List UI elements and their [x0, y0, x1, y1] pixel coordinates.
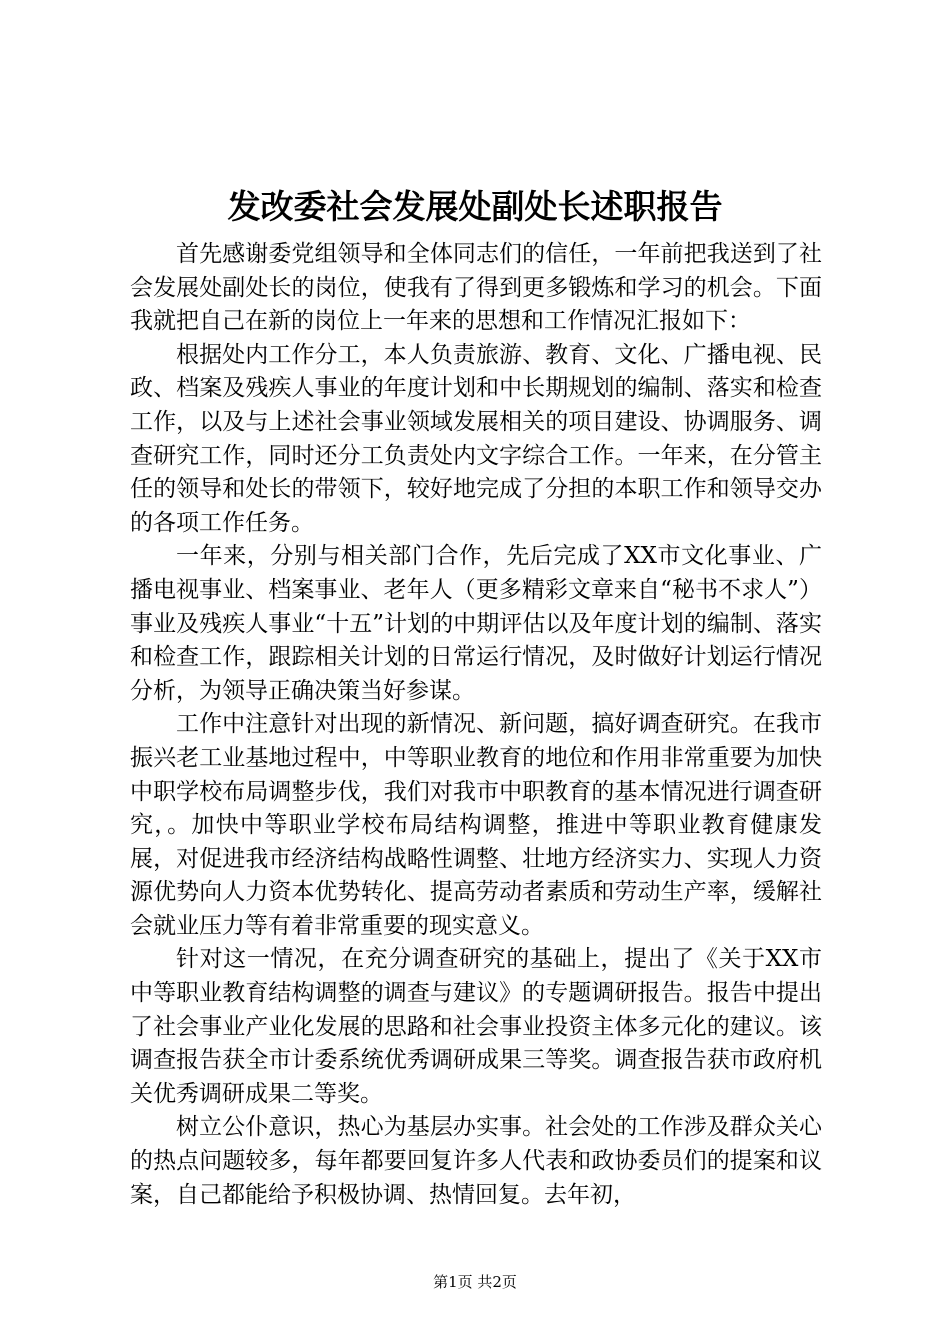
- paragraph-public-service: 树立公仆意识，热心为基层办实事。社会处的工作涉及群众关心的热点问题较多，每年都要回复许多人代表和政协委员们的提案和议案，自己都能给予积极协调、热情回复。去年初，: [130, 1114, 822, 1208]
- document-body: [130, 238, 822, 1212]
- page-number-footer: 第1页 共2页: [433, 1273, 517, 1291]
- paragraph-intro: 首先感谢委党组领导和全体同志们的信任，一年前把我送到了社会发展处副处长的岗位，使我有了得到更多锻炼和学习的机会。下面我就把自己在新的岗位上一年来的思想和工作情况汇报如下：: [130, 241, 822, 335]
- paragraph-report: 针对这一情况，在充分调查研究的基础上，提出了《关于XX市中等职业教育结构调整的调查与建议》的专题调研报告。报告中提出了社会事业产业化发展的思路和社会事业投资主体多元化的建议。该调查报告获全市计委系统优秀调研成果三等奖。调查报告获市政府机关优秀调研成果二等奖。: [130, 946, 822, 1107]
- paragraph-planning-work: 一年来，分别与相关部门合作，先后完成了XX市文化事业、广播电视事业、档案事业、老年人（更多精彩文章来自“秘书不求人”）事业及残疾人事业“十五”计划的中期评估以及年度计划的编制、落实和检查工作，跟踪相关计划的日常运行情况，及时做好计划运行情况分析，为领导正确决策当好参谋。: [130, 543, 822, 704]
- paragraph-research: 工作中注意针对出现的新情况、新问题，搞好调查研究。在我市振兴老工业基地过程中，中等职业教育的地位和作用非常重要为加快中职学校布局调整步伐，我们对我市中职教育的基本情况进行调查研究，。加快中等职业学校布局结构调整，推进中等职业教育健康发展，对促进我市经济结构战略性调整、壮地方经济实力、实现人力资源优势向人力资本优势转化、提高劳动者素质和劳动生产率，缓解社会就业压力等有着非常重要的现实意义。: [130, 711, 822, 939]
- document-title: 发改委社会发展处副处长述职报告: [227, 187, 723, 226]
- paragraph-responsibilities: 根据处内工作分工，本人负责旅游、教育、文化、广播电视、民政、档案及残疾人事业的年度计划和中长期规划的编制、落实和检查工作，以及与上述社会事业领域发展相关的项目建设、协调服务、调查研究工作，同时还分工负责处内文字综合工作。一年来，在分管主任的领导和处长的带领下，较好地完成了分担的本职工作和领导交办的各项工作任务。: [130, 341, 822, 536]
